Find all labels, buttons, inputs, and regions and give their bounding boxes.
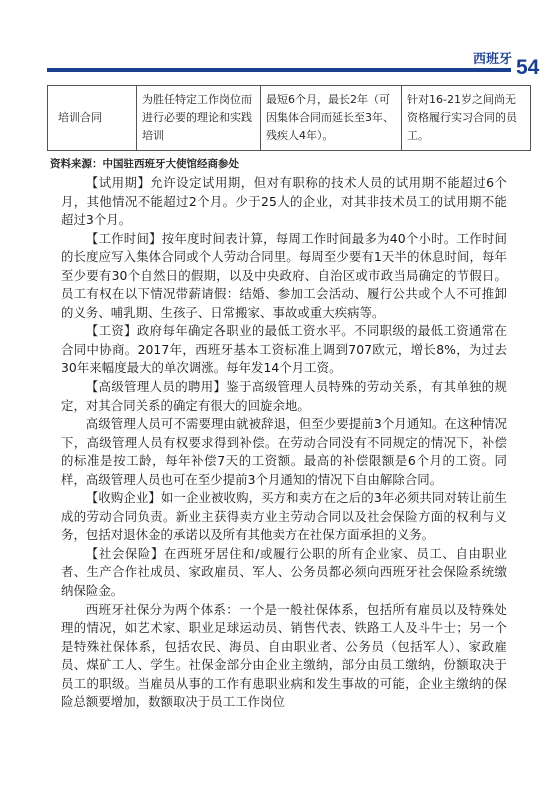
table-cell-contract-name: 培训合同	[48, 86, 137, 151]
paragraph-wages: 【工资】政府每年确定各职业的最低工资水平。不同职级的最低工资通常在合同中协商。2017年，西班牙基本工资标准上调到707欧元，增长8%，为过去30年来幅度最大的单次调涨。每年发14个月工资。	[61, 323, 507, 376]
contract-table	[47, 85, 531, 151]
table-cell-purpose: 为胜任特定工作岗位而进行必要的理论和实践培训	[137, 86, 261, 151]
table-cell-target: 针对16-21岁之间尚无资格履行实习合同的员工。	[402, 86, 531, 151]
table-cell-duration: 最短6个月，最长2年（可因集体合同而延长至3年、残疾人4年）。	[261, 86, 402, 151]
source-note: 资料来源：中国驻西班牙大使馆经商参处	[50, 158, 239, 170]
header-title: 西班牙	[472, 52, 512, 67]
header-divider-bar	[47, 68, 511, 72]
paragraph-probation: 【试用期】允许设定试用期，但对有职称的技术人员的试用期不能超过6个月，其他情况不能超过2个月。少于25人的企业，对其非技术员工的试用期不能超过3个月。	[61, 175, 507, 228]
paragraph-social-security-systems: 西班牙社保分为两个体系：一个是一般社保体系，包括所有雇员以及特殊处理的情况，如艺术家、职业足球运动员、销售代表、铁路工人及斗牛士；另一个是特殊社保体系，包括农民、海员、自由职业者、公务员（包括军人）、家政雇员、煤矿工人、学生。社保金部分由企业主缴纳，部分由员工缴纳，份额取决于员工的职级。当雇员从事的工作有患职业病和发生事故的可能，企业主缴纳的保险总额要增加，数额取决于员工工作岗位	[61, 601, 507, 710]
contract-table-wrapper	[47, 85, 517, 151]
page-number: 54	[516, 56, 540, 79]
body-text	[61, 174, 507, 712]
paragraph-working-hours: 【工作时间】按年度时间表计算，每周工作时间最多为40个小时。工作时间的长度应写入集体合同或个人劳动合同里。每周至少要有1天半的休息时间，每年至少要有30个自然日的假期，以及中央政府、自治区或市政当局确定的节假日。员工有权在以下情况带薪请假：结婚、参加工会活动、履行公共或个人不可推卸的义务、哺乳期、生孩子、日常搬家、事故或重大疾病等。	[61, 230, 507, 320]
paragraph-social-insurance: 【社会保险】在西班牙居住和/或履行公职的所有企业家、员工、自由职业者、生产合作社成员、家政雇员、军人、公务员都必须向西班牙社会保险系统缴纳保险金。	[61, 545, 507, 599]
paragraph-senior-dismissal: 高级管理人员可不需要理由就被辞退，但至少要提前3个月通知。在这种情况下，高级管理人员有权要求得到补偿。在劳动合同没有不同规定的情况下，补偿的标准是按工龄，每年补偿7天的工资额。最高的补偿限额是6个月的工资。同样，高级管理人员也可在至少提前3个月通知的情况下自由解除合同。	[61, 416, 507, 487]
paragraph-senior-management: 【高级管理人员的聘用】鉴于高级管理人员特殊的劳动关系，有其单独的规定，对其合同关系的确定有很大的回旋余地。	[61, 379, 507, 413]
table-row	[48, 86, 531, 151]
paragraph-acquisition: 【收购企业】如一企业被收购，买方和卖方在之后的3年必须共同对转让前生成的劳动合同负责。新业主获得卖方业主劳动合同以及社会保险方面的权利与义务，包括对退休金的承诺以及所有其他卖方在社保方面承担的义务。	[61, 490, 507, 543]
